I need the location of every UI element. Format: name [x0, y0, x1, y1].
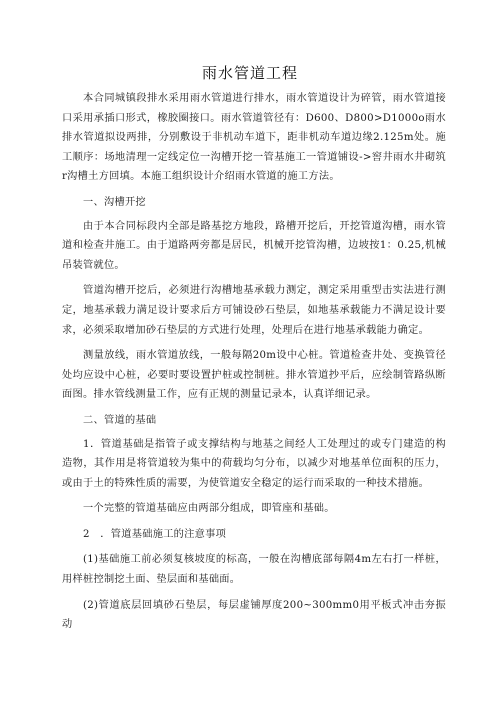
paragraph-precaution-1: (1)基础施工前必须复核坡度的标高，一般在沟槽底部每隔4m左右打一样桩，用样桩控制挖土面、垫层面和基础面。: [62, 554, 446, 586]
paragraph-survey: 测量放线，雨水管道放线，一般每隔20m设中心桩。管道检查井处、变换管径处均应设中心桩，必要时要设置护桩或控制桩。排水管道抄平后，应绘制管路纵断面图。排水管线测量工作，应有正规的测量记录本，认真详细记录。: [62, 350, 446, 401]
paragraph-bearing-capacity: 管道沟槽开挖后，必须进行沟槽地基承载力测定，测定采用重型击实法进行测定，地基承载力满足设计要求后方可铺设砂石垫层，如地基承载能力不满足设计要求，必须采取增加砂石垫层的方式进行处理，处理后在进行地基承载能力确定。: [62, 285, 446, 336]
section-heading-foundation: 二、管道的基础: [83, 414, 157, 426]
paragraph-intro: 本合同城镇段排水采用雨水管道进行排水，雨水管道设计为碎管，雨水管道接口采用承插口形式，橡胶圈接口。雨水管道管径有：D600、D800>D1000o雨水排水管道拟设两排，分别敷设于非机动车道下，距非机动车道边缘2.125m处。施工顺序：场地清理一定线定位一沟槽开挖一管基施工一管道铺设->窖井雨水井砌筑r沟槽土方回填。本施工组织设计介绍雨水管道的施工方法。: [62, 93, 446, 183]
paragraph-foundation-definition: 1．管道基础是指管子或支撑结构与地基之间经人工处理过的或专门建造的构造物，其作用是将管道较为集中的荷载均匀分布，以减少对地基单位面积的压力，或由于土的特殊性质的需要，为使管道安全稳定的运行而采取的一种技术措施。: [62, 438, 446, 489]
document-body: [62, 89, 446, 641]
paragraph-foundation-parts: 一个完整的管道基础应由两部分组成，即管座和基础。: [83, 503, 335, 515]
paragraph-precautions-heading: 2 ．管道基础施工的注意事项: [83, 528, 227, 540]
paragraph-precaution-2: (2)管道底层回填砂石垫层，每层虚铺厚度200~300mm0用平板式冲击夯振动: [62, 599, 446, 631]
paragraph-trench: 由于本合同标段内全部是路基挖方地段，路槽开挖后，开挖管道沟槽，雨水管道和检查井施工。由于道路两旁都是居民，机械开挖管沟槽，边坡按1：0.25,机械吊装管就位。: [62, 220, 446, 271]
document-title: 雨水管道工程: [201, 64, 298, 82]
section-heading-trench: 一、沟槽开挖: [83, 196, 146, 208]
